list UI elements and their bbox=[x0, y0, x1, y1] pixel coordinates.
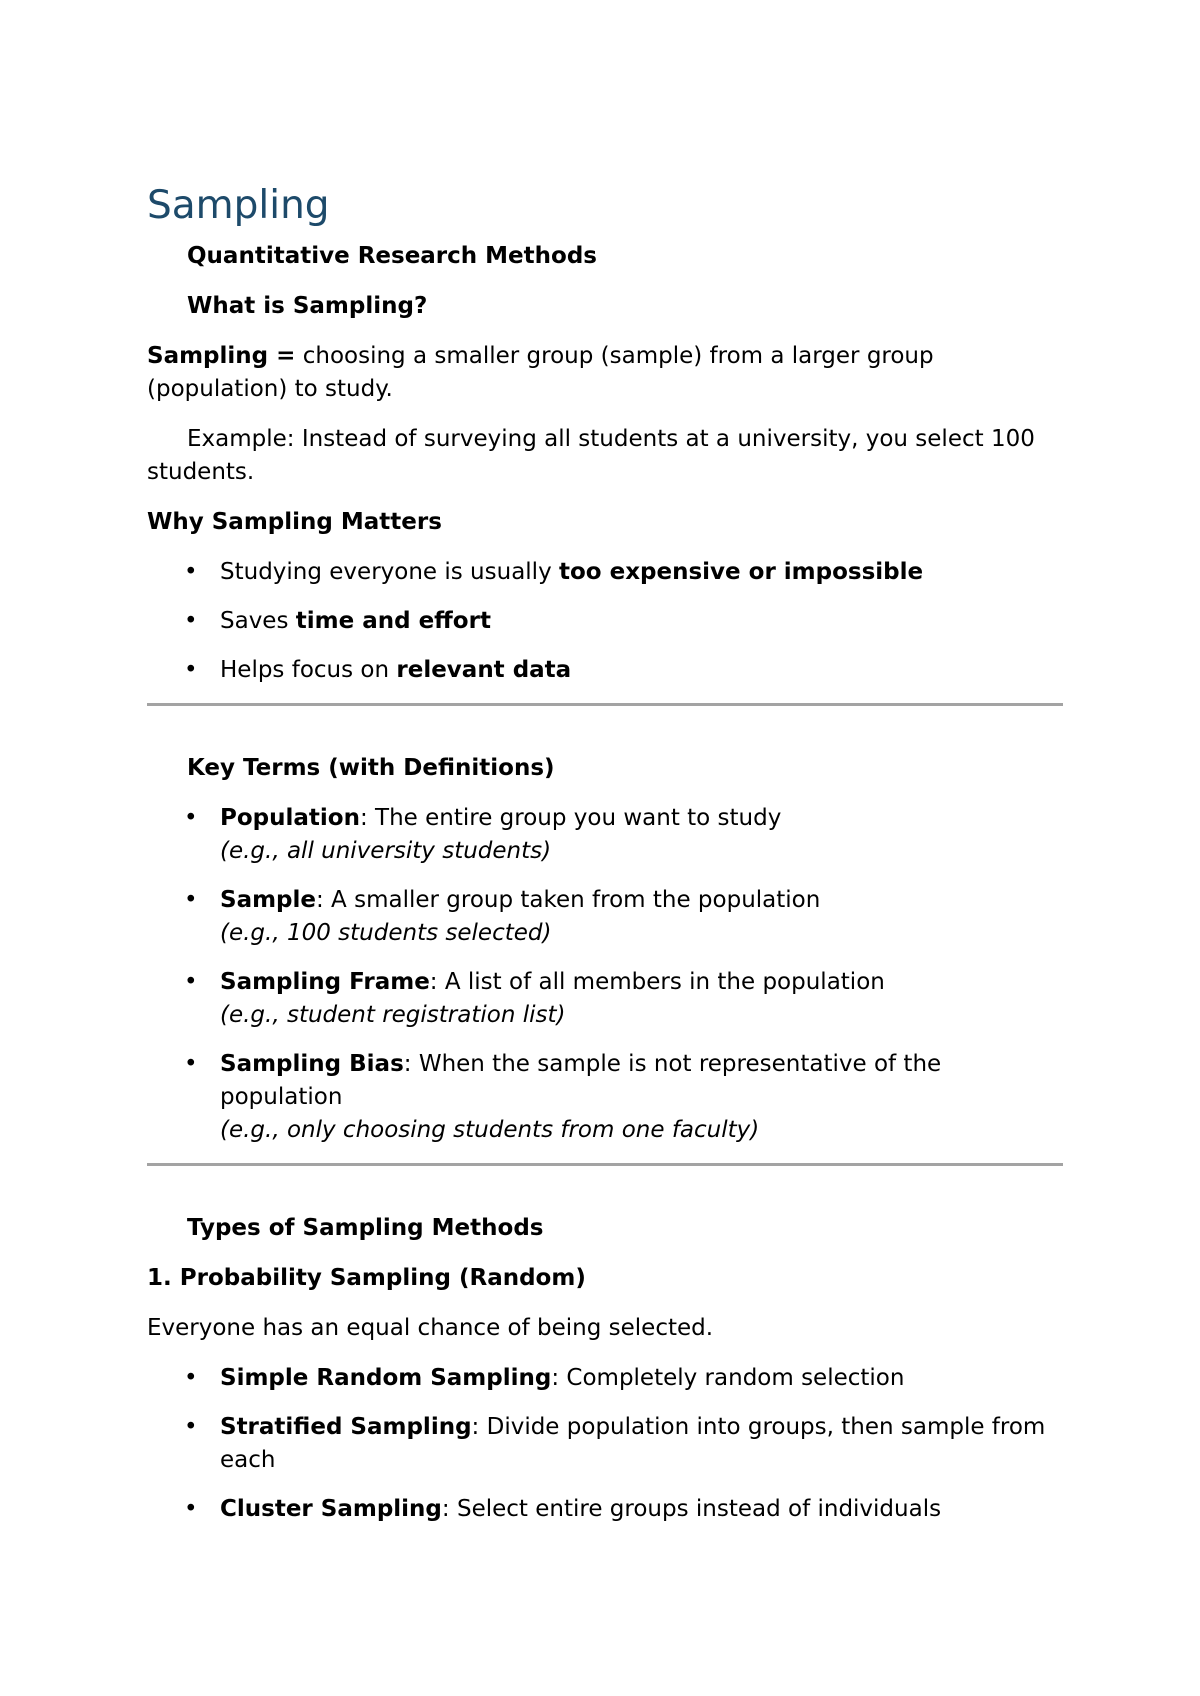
list-item bbox=[147, 1048, 1063, 1147]
method-definition: : Divide population into groups, then sample from each bbox=[220, 1414, 1046, 1473]
item-text: Studying everyone is usually bbox=[220, 559, 559, 585]
bullet-icon: • bbox=[184, 969, 198, 995]
bullet-icon: • bbox=[184, 608, 198, 634]
item-bold: relevant data bbox=[396, 657, 572, 683]
term-definition: : The entire group you want to study bbox=[359, 805, 782, 831]
term-definition: : A list of all members in the population bbox=[429, 969, 885, 995]
why-list bbox=[147, 556, 1063, 687]
term-label: Sampling Bias bbox=[220, 1051, 404, 1077]
term-example: (e.g., all university students) bbox=[220, 838, 552, 864]
key-terms-list bbox=[147, 802, 1063, 1147]
term-example: (e.g., student registration list) bbox=[220, 1002, 566, 1028]
section-divider bbox=[147, 1163, 1063, 1166]
definition-paragraph bbox=[147, 340, 1063, 406]
types-heading: Types of Sampling Methods bbox=[187, 1215, 544, 1241]
method-label: Cluster Sampling bbox=[220, 1496, 442, 1522]
item-text: Helps focus on bbox=[220, 657, 397, 683]
probability-heading: 1. Probability Sampling (Random) bbox=[147, 1265, 586, 1291]
item-text: Saves bbox=[220, 608, 296, 634]
key-terms-heading: Key Terms (with Definitions) bbox=[187, 755, 555, 781]
example-paragraph: Example: Instead of surveying all students at a university, you select 100 students. bbox=[147, 426, 1035, 485]
item-bold: time and effort bbox=[295, 608, 491, 634]
method-definition: : Select entire groups instead of individuals bbox=[441, 1496, 942, 1522]
subtitle: Quantitative Research Methods bbox=[187, 243, 597, 269]
term-label: Population bbox=[220, 805, 360, 831]
probability-description: Everyone has an equal chance of being selected. bbox=[147, 1315, 714, 1341]
bullet-icon: • bbox=[184, 805, 198, 831]
bullet-icon: • bbox=[184, 559, 198, 585]
bullet-icon: • bbox=[184, 887, 198, 913]
method-label: Simple Random Sampling bbox=[220, 1365, 552, 1391]
term-definition: : When the sample is not representative of the population bbox=[220, 1051, 942, 1110]
list-item bbox=[147, 884, 1063, 950]
term-example: (e.g., only choosing students from one faculty) bbox=[220, 1117, 760, 1143]
list-item bbox=[147, 802, 1063, 868]
section-divider bbox=[147, 703, 1063, 706]
definition-text: choosing a smaller group (sample) from a larger group (population) to study. bbox=[147, 343, 934, 402]
why-heading: Why Sampling Matters bbox=[147, 509, 442, 535]
term-label: Sample bbox=[220, 887, 316, 913]
list-item bbox=[147, 1411, 1063, 1477]
list-item bbox=[147, 1493, 1063, 1526]
bullet-icon: • bbox=[184, 1496, 198, 1522]
page-title: Sampling bbox=[147, 183, 330, 228]
list-item bbox=[147, 1362, 1063, 1395]
method-label: Stratified Sampling bbox=[220, 1414, 472, 1440]
what-heading: What is Sampling? bbox=[187, 293, 428, 319]
term-label: Sampling Frame bbox=[220, 969, 430, 995]
bullet-icon: • bbox=[184, 1051, 198, 1077]
term-example: (e.g., 100 students selected) bbox=[220, 920, 552, 946]
item-bold: too expensive or impossible bbox=[559, 559, 924, 585]
list-item bbox=[147, 966, 1063, 1032]
list-item bbox=[147, 654, 1063, 687]
bullet-icon: • bbox=[184, 1365, 198, 1391]
term-definition: : A smaller group taken from the population bbox=[316, 887, 821, 913]
definition-term: Sampling = bbox=[147, 343, 296, 369]
bullet-icon: • bbox=[184, 657, 198, 683]
list-item bbox=[147, 605, 1063, 638]
bullet-icon: • bbox=[184, 1414, 198, 1440]
list-item bbox=[147, 556, 1063, 589]
method-definition: : Completely random selection bbox=[551, 1365, 905, 1391]
types-list bbox=[147, 1362, 1063, 1526]
